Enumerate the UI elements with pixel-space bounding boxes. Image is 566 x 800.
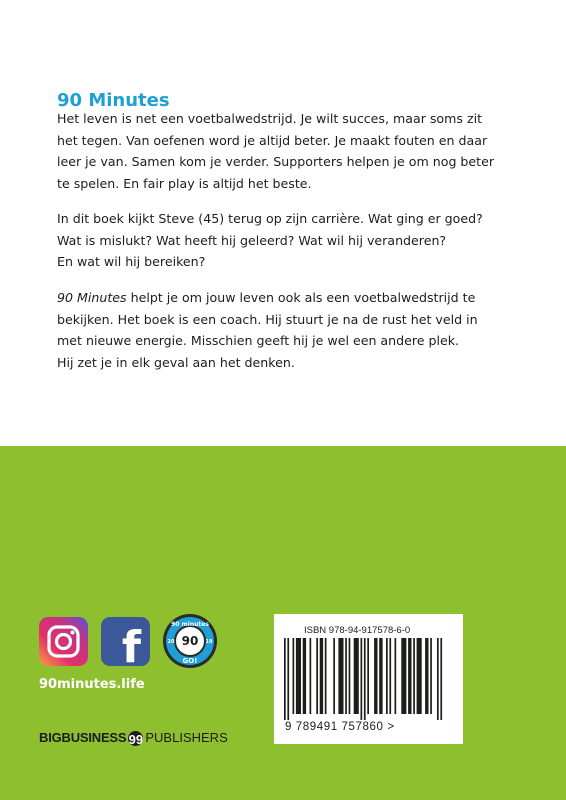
- isbn-digits: 9 789491 757860 >: [285, 721, 395, 733]
- publisher-logo: [39, 730, 228, 746]
- badge-top-text: 90 minutes: [171, 621, 209, 628]
- barcode-bar: [437, 638, 439, 720]
- 90minutes-badge-icon[interactable]: [162, 613, 218, 669]
- blurb-paragraph-2: [57, 208, 483, 273]
- barcode-bar: [349, 638, 351, 714]
- publisher-name-bold: BIGBUSINESS: [39, 730, 127, 745]
- blurb-line-rest: helpt je om jouw leven ook als een voetbalwedstrijd te: [126, 290, 476, 305]
- barcode-bar: [417, 638, 422, 714]
- book-title: 90 Minutes: [57, 90, 170, 111]
- barcode-bar: [293, 638, 295, 714]
- barcode-bar: [284, 638, 286, 720]
- instagram-icon[interactable]: [39, 617, 88, 666]
- barcode-bar: [413, 638, 415, 714]
- barcode-bar: [320, 638, 323, 714]
- barcode-bar: [338, 638, 343, 714]
- badge-bottom-text: GO!: [182, 657, 198, 665]
- barcode-bar: [364, 638, 366, 720]
- blurb-line: leer je van. Samen kom je verder. Supporters helpen je om nog beter: [57, 154, 495, 169]
- blurb-paragraph-3: [57, 287, 478, 373]
- badge-year-right: 19: [205, 639, 213, 645]
- barcode-bar: [425, 638, 428, 714]
- barcode-bar: [408, 638, 411, 714]
- facebook-glyph: f: [121, 622, 141, 673]
- publisher-name-rest: PUBLISHERS: [145, 730, 228, 745]
- barcode-bar: [386, 638, 388, 714]
- barcode-bar: [440, 638, 442, 720]
- barcode-bar: [325, 638, 327, 714]
- barcode-bar: [379, 638, 382, 714]
- barcode-bar: [361, 638, 363, 720]
- publisher-mark-icon: 99: [128, 732, 144, 747]
- blurb-line: Het leven is net een voetbalwedstrijd. Je wilt succes, maar soms zit: [57, 111, 483, 126]
- italic-title: 90 Minutes: [57, 290, 127, 305]
- barcode-bar: [296, 638, 301, 714]
- barcode-bar: [374, 638, 377, 714]
- barcode-bar: [367, 638, 369, 714]
- barcode-bar: [354, 638, 359, 714]
- blurb-line: Hij zet je in elk geval aan het denken.: [57, 354, 295, 370]
- barcode-bar: [287, 638, 289, 720]
- blurb-line: met nieuwe energie. Misschien geeft hij je wel een andere plek.: [57, 333, 460, 348]
- blurb-line: [57, 287, 478, 309]
- blurb-line: te spelen. En fair play is altijd het beste.: [57, 175, 312, 191]
- facebook-icon[interactable]: [101, 617, 150, 673]
- website-link[interactable]: 90minutes.life: [39, 677, 145, 692]
- blurb-line: het tegen. Van oefenen word je altijd beter. Je maakt fouten en daar: [57, 132, 488, 148]
- isbn-label: ISBN 978-94-917578-6-0: [304, 625, 411, 636]
- blurb-line: Wat is mislukt? Wat heeft hij geleerd? Wat wil hij veranderen?: [57, 232, 447, 248]
- barcode-bar: [430, 638, 432, 714]
- barcode-bar: [345, 638, 347, 714]
- badge-year-left: 20: [167, 639, 175, 645]
- barcode-bar: [303, 638, 306, 714]
- barcode-bar: [395, 638, 397, 714]
- blurb-line: bekijken. Het boek is een coach. Hij stuurt je na de rust het veld in: [57, 311, 478, 327]
- blurb-line: En wat wil hij bereiken?: [57, 254, 206, 269]
- barcode-bar: [401, 638, 406, 714]
- barcode-bar: [316, 638, 318, 714]
- blurb-line: In dit boek kijkt Steve (45) terug op zijn carrière. Wat ging er goed?: [57, 211, 483, 226]
- blurb-paragraph-1: [57, 108, 494, 194]
- badge-number: 90: [181, 634, 199, 648]
- barcode-bar: [333, 638, 335, 714]
- barcode-bar: [389, 638, 391, 714]
- barcode-icon: [282, 638, 454, 720]
- barcode-bar: [310, 638, 312, 714]
